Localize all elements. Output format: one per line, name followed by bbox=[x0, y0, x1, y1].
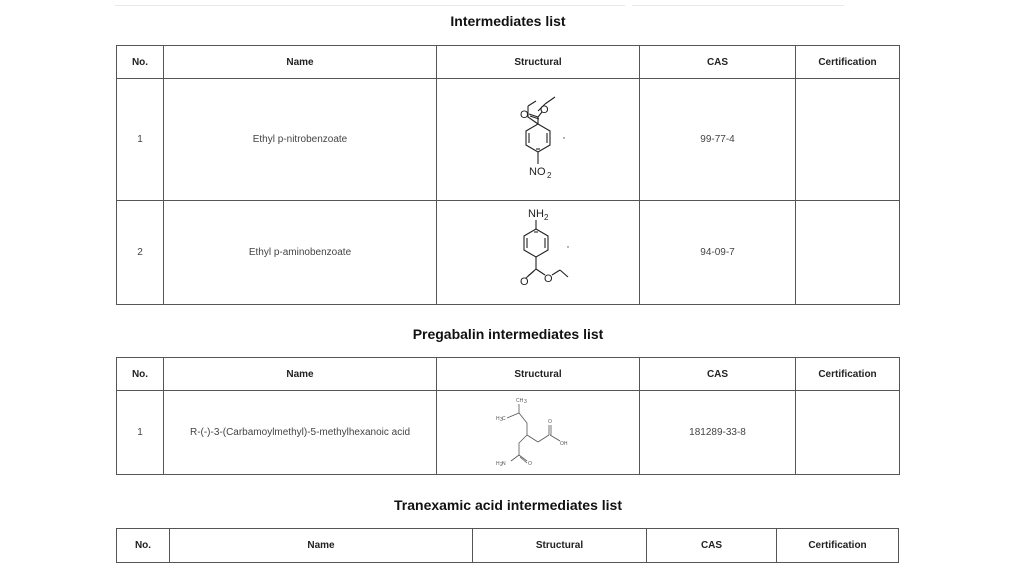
certification-cell bbox=[796, 79, 900, 201]
svg-text:H: H bbox=[496, 460, 500, 467]
certification-cell bbox=[796, 201, 900, 305]
column-header-certification: Certification bbox=[777, 529, 899, 563]
column-header-name: Name bbox=[164, 46, 437, 79]
section-title-intermediates: Intermediates list bbox=[450, 13, 566, 29]
ethyl-p-nitrobenzoate-structure-icon bbox=[498, 84, 578, 196]
svg-text:2: 2 bbox=[544, 212, 549, 222]
svg-text:O: O bbox=[544, 272, 553, 285]
table-header-row bbox=[117, 46, 900, 79]
structure-cell bbox=[437, 391, 640, 475]
intermediates-table bbox=[116, 45, 900, 305]
row-number: 1 bbox=[117, 391, 164, 475]
svg-text:OH: OH bbox=[560, 440, 568, 447]
column-header-cas: CAS bbox=[640, 46, 796, 79]
top-divider-right bbox=[632, 5, 844, 6]
carbamoylmethyl-methylhexanoic-acid-structure-icon bbox=[493, 395, 583, 471]
section-title-tranexamic-acid: Tranexamic acid intermediates list bbox=[394, 497, 622, 513]
column-header-no: No. bbox=[117, 529, 170, 563]
top-divider-left bbox=[115, 5, 625, 6]
cas-number: 94-09-7 bbox=[640, 201, 796, 305]
svg-text:NO: NO bbox=[529, 165, 546, 178]
table-row bbox=[117, 201, 900, 305]
row-number: 1 bbox=[117, 79, 164, 201]
svg-text:O: O bbox=[520, 108, 529, 121]
section-title-pregabalin: Pregabalin intermediates list bbox=[412, 326, 604, 342]
svg-text:N: N bbox=[502, 460, 506, 467]
certification-cell bbox=[796, 391, 900, 475]
column-header-structural: Structural bbox=[437, 358, 640, 391]
product-name-link[interactable]: Ethyl p-aminobenzoate bbox=[164, 201, 437, 305]
structure-cell bbox=[437, 79, 640, 201]
pregabalin-intermediates-table bbox=[116, 357, 900, 475]
svg-text:3: 3 bbox=[500, 416, 503, 423]
svg-text:CH: CH bbox=[516, 397, 524, 404]
column-header-structural: Structural bbox=[437, 46, 640, 79]
svg-text:O: O bbox=[548, 418, 552, 425]
column-header-certification: Certification bbox=[796, 358, 900, 391]
column-header-no: No. bbox=[117, 358, 164, 391]
column-header-no: No. bbox=[117, 46, 164, 79]
svg-text:2: 2 bbox=[500, 461, 503, 468]
column-header-name: Name bbox=[164, 358, 437, 391]
svg-text:O: O bbox=[540, 103, 549, 116]
ethyl-p-aminobenzoate-structure-icon bbox=[498, 203, 578, 303]
product-name-link[interactable]: Ethyl p-nitrobenzoate bbox=[164, 79, 437, 201]
structure-cell bbox=[437, 201, 640, 305]
row-number: 2 bbox=[117, 201, 164, 305]
column-header-certification: Certification bbox=[796, 46, 900, 79]
svg-text:3: 3 bbox=[524, 398, 527, 405]
svg-text:O: O bbox=[528, 460, 532, 467]
column-header-cas: CAS bbox=[640, 358, 796, 391]
column-header-name: Name bbox=[170, 529, 473, 563]
table-header-row bbox=[117, 529, 899, 563]
svg-text:O: O bbox=[520, 275, 529, 288]
svg-text:C: C bbox=[502, 415, 506, 422]
column-header-cas: CAS bbox=[647, 529, 777, 563]
table-header-row bbox=[117, 358, 900, 391]
svg-text:2: 2 bbox=[547, 170, 552, 180]
table-row bbox=[117, 391, 900, 475]
table-row bbox=[117, 79, 900, 201]
tranexamic-acid-intermediates-table bbox=[116, 528, 899, 563]
product-name-link[interactable]: R-(-)-3-(Carbamoylmethyl)-5-methylhexanoic acid bbox=[164, 391, 437, 475]
cas-number: 99-77-4 bbox=[640, 79, 796, 201]
column-header-structural: Structural bbox=[473, 529, 647, 563]
svg-text:H: H bbox=[496, 415, 500, 422]
svg-text:NH: NH bbox=[528, 207, 544, 220]
cas-number: 181289-33-8 bbox=[640, 391, 796, 475]
